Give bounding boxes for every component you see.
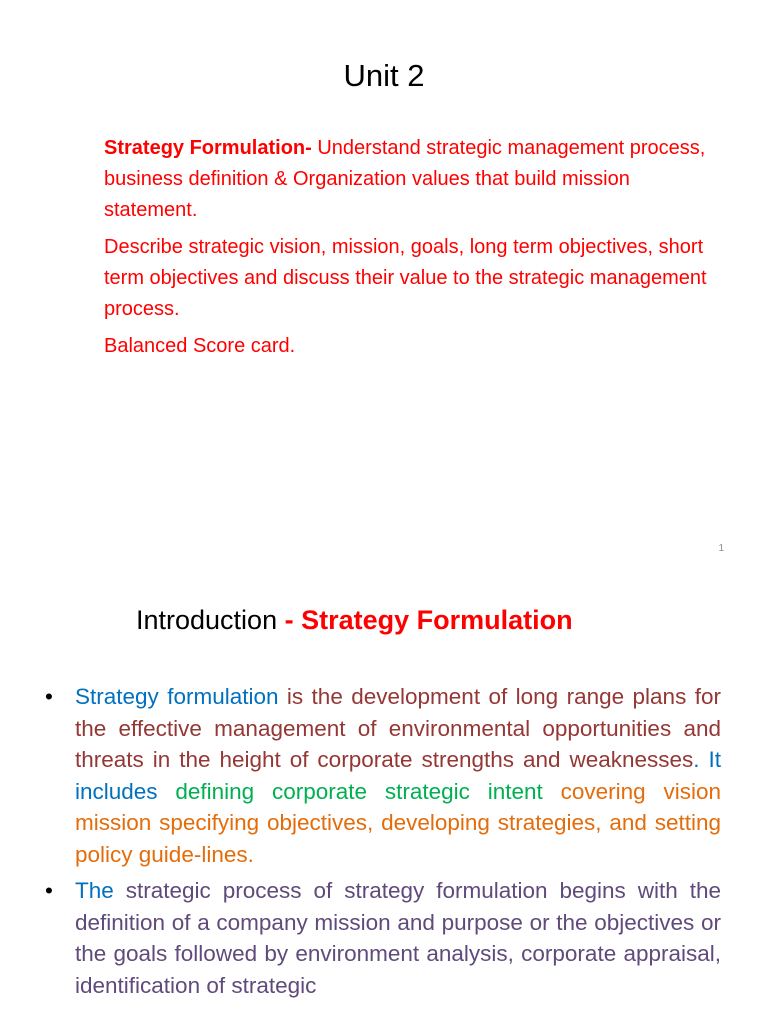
bullet-1-segment-4: defining corporate strategic intent xyxy=(175,778,543,804)
bullet-2-segment-1: The xyxy=(75,878,114,903)
slide-1-paragraph-3: Balanced Score card. xyxy=(104,335,296,357)
slide-1-paragraph-2: Describe strategic vision, mission, goals, long term objectives, short term objectives and discuss their value to the strategic management process. xyxy=(104,236,707,320)
bullet-1-segment-1: Strategy formulation xyxy=(75,684,279,709)
slide-1-title: Unit 2 xyxy=(343,58,425,93)
slide-1-paragraph-1 xyxy=(104,133,714,226)
strategy-formulation-label: Strategy Formulation- xyxy=(104,137,312,159)
bullet-item-2 xyxy=(45,875,721,1001)
slide-1-body xyxy=(104,133,714,368)
bullet-item-1 xyxy=(45,681,721,870)
bullet-2-segment-2: strategic process of strategy formulation begins with the definition of a company mission and purpose or the objectives or the goals followed by environment analysis, corporate appraisal, identification of strategic xyxy=(75,878,721,998)
bullet-1-segment-2: is the development of long range plans for the effective management of environmental opportunities and threats in the height of corporate strengths and weaknesses xyxy=(75,684,721,772)
paragraph-1-text: Understand strategic management process, business definition & Organization values that build mission statement. xyxy=(104,137,706,221)
title-plain: Introduction xyxy=(136,605,285,635)
bullet-1-segment-5: covering vision mission specifying objectives, developing strategies, and setting policy guide-lines. xyxy=(75,778,721,867)
slide-2-title xyxy=(136,602,573,638)
bullet-icon: • xyxy=(45,684,53,709)
bullet-1-segment-3: . It includes xyxy=(75,747,721,804)
title-accent: - Strategy Formulation xyxy=(284,605,573,635)
bullet-icon: • xyxy=(45,878,53,903)
slide-number: 1 xyxy=(718,543,724,554)
bullet-list xyxy=(45,681,721,1006)
slide-2 xyxy=(0,572,768,1024)
